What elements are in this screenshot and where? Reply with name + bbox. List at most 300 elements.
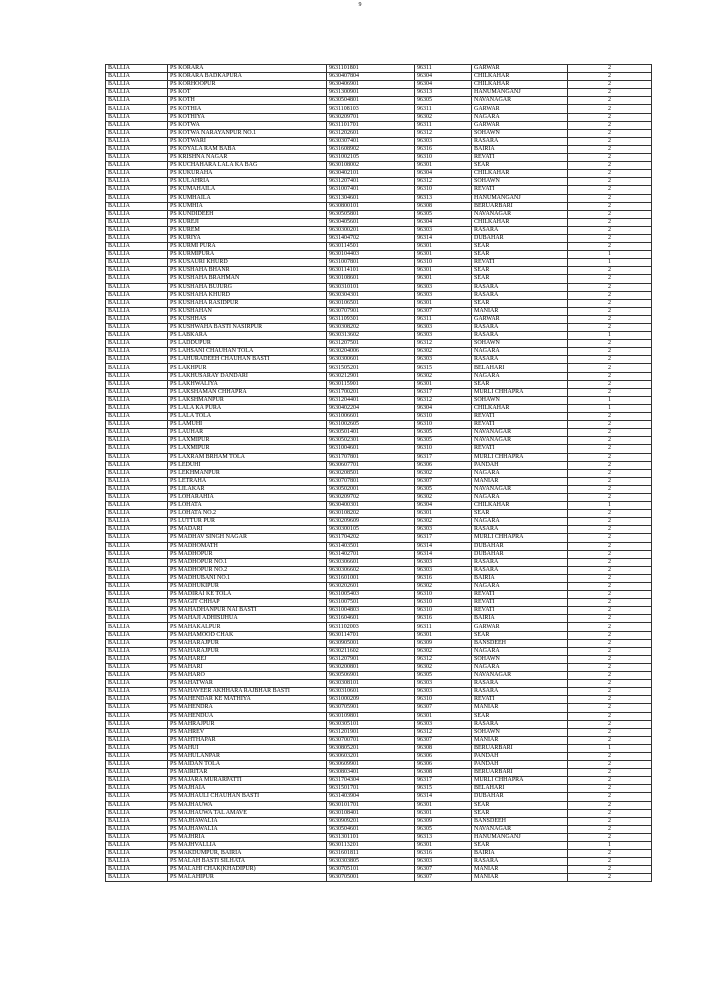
zone-code-cell: 96316 [415, 145, 472, 153]
station-name-cell: PS KOTWARI [168, 137, 327, 145]
station-name-cell: PS KOTHIYA [168, 113, 327, 121]
zone-name-cell: BELAHARI [472, 785, 568, 793]
district-cell: BALLIA [106, 833, 168, 841]
station-code-cell: 9630304301 [327, 291, 415, 299]
table-row [106, 267, 652, 275]
station-name-cell: PS MADHOPUR NO.2 [168, 566, 327, 574]
district-cell: BALLIA [106, 655, 168, 663]
station-code-cell: 9631304601 [327, 194, 415, 202]
table-row [106, 404, 652, 412]
zone-name-cell: NAVANAGAR [472, 672, 568, 680]
station-name-cell: PS KORARA BADKAPURA [168, 73, 327, 81]
count-cell: 2 [568, 113, 652, 121]
count-cell: 2 [568, 421, 652, 429]
station-name-cell: PS MADHOPUR [168, 550, 327, 558]
district-cell: BALLIA [106, 477, 168, 485]
count-cell: 2 [568, 599, 652, 607]
count-cell: 2 [568, 801, 652, 809]
zone-code-cell: 96303 [415, 858, 472, 866]
table-row [106, 639, 652, 647]
station-code-cell: 9630300105 [327, 526, 415, 534]
station-name-cell: PS KOT [168, 89, 327, 97]
count-cell: 2 [568, 364, 652, 372]
zone-code-cell: 96303 [415, 226, 472, 234]
zone-name-cell: RASARA [472, 858, 568, 866]
count-cell: 2 [568, 704, 652, 712]
station-name-cell: PS MALAH BASTI SILHATA [168, 858, 327, 866]
table-row [106, 234, 652, 242]
zone-name-cell: BAIRIA [472, 574, 568, 582]
station-code-cell: 9630113201 [327, 842, 415, 850]
station-name-cell: PS MAHENDUA [168, 712, 327, 720]
station-code-cell: 9630209702 [327, 493, 415, 501]
district-cell: BALLIA [106, 307, 168, 315]
zone-name-cell: NAVANAGAR [472, 825, 568, 833]
zone-code-cell: 96301 [415, 267, 472, 275]
district-cell: BALLIA [106, 639, 168, 647]
zone-code-cell: 96303 [415, 680, 472, 688]
zone-code-cell: 96302 [415, 469, 472, 477]
station-name-cell: PS LUTTUR PUR [168, 518, 327, 526]
station-name-cell: PS KUSAURI KHURD [168, 259, 327, 267]
station-code-cell: 9630114701 [327, 631, 415, 639]
zone-code-cell: 96302 [415, 493, 472, 501]
station-code-cell: 9630905001 [327, 639, 415, 647]
table-row [106, 574, 652, 582]
station-code-cell: 9631004803 [327, 607, 415, 615]
station-name-cell: PS MAHENDRA [168, 704, 327, 712]
zone-name-cell: GARWAR [472, 315, 568, 323]
zone-code-cell: 96317 [415, 777, 472, 785]
zone-code-cell: 96305 [415, 97, 472, 105]
zone-name-cell: BERUARBARI [472, 769, 568, 777]
district-cell: BALLIA [106, 429, 168, 437]
district-cell: BALLIA [106, 453, 168, 461]
station-name-cell: PS LAKHPUR [168, 364, 327, 372]
zone-name-cell: MURLI CHHAPRA [472, 388, 568, 396]
zone-code-cell: 96304 [415, 502, 472, 510]
count-cell: 2 [568, 388, 652, 396]
station-name-cell: PS KULAHRIA [168, 178, 327, 186]
zone-code-cell: 96312 [415, 129, 472, 137]
district-cell: BALLIA [106, 267, 168, 275]
table-row [106, 372, 652, 380]
zone-code-cell: 96312 [415, 655, 472, 663]
station-code-cell: 9630109801 [327, 712, 415, 720]
zone-name-cell: NAGARA [472, 663, 568, 671]
count-cell: 2 [568, 752, 652, 760]
station-code-cell: 9630204006 [327, 348, 415, 356]
table-row [106, 413, 652, 421]
station-name-cell: PS MADHAV SINGH NAGAR [168, 534, 327, 542]
table-row [106, 421, 652, 429]
count-cell: 2 [568, 623, 652, 631]
district-cell: BALLIA [106, 510, 168, 518]
count-cell: 2 [568, 162, 652, 170]
zone-name-cell: SEAR [472, 162, 568, 170]
station-code-cell: 9630909201 [327, 817, 415, 825]
table-row [106, 534, 652, 542]
count-cell: 2 [568, 526, 652, 534]
district-cell: BALLIA [106, 356, 168, 364]
count-cell: 1 [568, 251, 652, 259]
zone-name-cell: MURLI CHHAPRA [472, 453, 568, 461]
station-name-cell: PS MAHAMOOD CHAK [168, 631, 327, 639]
zone-code-cell: 96301 [415, 631, 472, 639]
table-row [106, 396, 652, 404]
table-row [106, 866, 652, 874]
zone-code-cell: 96304 [415, 73, 472, 81]
zone-name-cell: CHILKAHAR [472, 404, 568, 412]
district-cell: BALLIA [106, 259, 168, 267]
zone-name-cell: DUBAHAR [472, 550, 568, 558]
station-name-cell: PS MALAHI CHAK(KHADIPUR) [168, 866, 327, 874]
station-name-cell: PS KOTHIA [168, 105, 327, 113]
count-cell: 2 [568, 186, 652, 194]
count-cell: 2 [568, 97, 652, 105]
station-name-cell: PS LAMUHI [168, 421, 327, 429]
zone-name-cell: SEAR [472, 510, 568, 518]
table-row [106, 356, 652, 364]
station-code-cell: 9630502301 [327, 437, 415, 445]
table-row [106, 299, 652, 307]
zone-name-cell: DUBAHAR [472, 793, 568, 801]
zone-name-cell: MANIAR [472, 736, 568, 744]
count-cell: 2 [568, 615, 652, 623]
zone-name-cell: SEAR [472, 631, 568, 639]
station-name-cell: PS LOHATA [168, 502, 327, 510]
station-code-cell: 9630405601 [327, 218, 415, 226]
zone-code-cell: 96301 [415, 809, 472, 817]
zone-name-cell: REVATI [472, 186, 568, 194]
count-cell: 2 [568, 461, 652, 469]
table-row [106, 493, 652, 501]
station-code-cell: 9631002605 [327, 421, 415, 429]
district-cell: BALLIA [106, 591, 168, 599]
count-cell: 2 [568, 680, 652, 688]
zone-code-cell: 96313 [415, 89, 472, 97]
count-cell: 2 [568, 65, 652, 73]
table-row [106, 283, 652, 291]
table-row [106, 777, 652, 785]
zone-code-cell: 96304 [415, 218, 472, 226]
count-cell: 2 [568, 210, 652, 218]
station-code-cell: 9631108103 [327, 105, 415, 113]
zone-name-cell: RASARA [472, 137, 568, 145]
zone-code-cell: 96310 [415, 186, 472, 194]
zone-code-cell: 96317 [415, 388, 472, 396]
station-code-cell: 9630707801 [327, 477, 415, 485]
zone-name-cell: PANDAH [472, 461, 568, 469]
zone-name-cell: RASARA [472, 324, 568, 332]
station-name-cell: PS KUMHAILA [168, 194, 327, 202]
count-cell: 2 [568, 607, 652, 615]
table-row [106, 81, 652, 89]
zone-name-cell: SEAR [472, 801, 568, 809]
zone-name-cell: DUBAHAR [472, 542, 568, 550]
count-cell: 2 [568, 777, 652, 785]
station-code-cell: 9630305101 [327, 720, 415, 728]
count-cell: 2 [568, 809, 652, 817]
district-cell: BALLIA [106, 485, 168, 493]
zone-name-cell: RASARA [472, 283, 568, 291]
table-row [106, 437, 652, 445]
count-cell: 2 [568, 194, 652, 202]
station-code-cell: 9630211602 [327, 647, 415, 655]
zone-code-cell: 96303 [415, 283, 472, 291]
zone-code-cell: 96310 [415, 445, 472, 453]
district-cell: BALLIA [106, 550, 168, 558]
station-code-cell: 9630406901 [327, 81, 415, 89]
zone-code-cell: 96310 [415, 421, 472, 429]
district-cell: BALLIA [106, 73, 168, 81]
count-cell: 2 [568, 413, 652, 421]
zone-code-cell: 96314 [415, 793, 472, 801]
zone-code-cell: 96301 [415, 712, 472, 720]
count-cell: 2 [568, 558, 652, 566]
station-code-cell: 9631007801 [327, 259, 415, 267]
district-cell: BALLIA [106, 380, 168, 388]
count-cell: 2 [568, 218, 652, 226]
station-code-cell: 9630607701 [327, 461, 415, 469]
table-row [106, 769, 652, 777]
district-cell: BALLIA [106, 315, 168, 323]
station-code-cell: 9630108601 [327, 275, 415, 283]
zone-name-cell: SOHAWN [472, 655, 568, 663]
station-name-cell: PS KUSHAHA BRAHMAN [168, 275, 327, 283]
district-cell: BALLIA [106, 752, 168, 760]
zone-code-cell: 96309 [415, 639, 472, 647]
table-row [106, 388, 652, 396]
station-code-cell: 9631204401 [327, 396, 415, 404]
district-cell: BALLIA [106, 817, 168, 825]
station-code-cell: 9631704202 [327, 534, 415, 542]
station-name-cell: PS MAHULANPAR [168, 752, 327, 760]
table-row [106, 599, 652, 607]
count-cell: 2 [568, 817, 652, 825]
district-cell: BALLIA [106, 65, 168, 73]
table-row [106, 380, 652, 388]
district-cell: BALLIA [106, 129, 168, 137]
station-name-cell: PS LAUHAR [168, 429, 327, 437]
count-cell: 2 [568, 445, 652, 453]
district-cell: BALLIA [106, 785, 168, 793]
station-code-cell: 9630208501 [327, 469, 415, 477]
station-code-cell: 9631608902 [327, 145, 415, 153]
table-row [106, 825, 652, 833]
count-cell: 2 [568, 275, 652, 283]
station-code-cell: 9630800101 [327, 202, 415, 210]
zone-name-cell: GARWAR [472, 121, 568, 129]
station-code-cell: 9630504601 [327, 825, 415, 833]
page-number: 9 [358, 2, 362, 8]
zone-code-cell: 96310 [415, 696, 472, 704]
district-cell: BALLIA [106, 243, 168, 251]
district-cell: BALLIA [106, 154, 168, 162]
zone-name-cell: SEAR [472, 299, 568, 307]
station-code-cell: 9630108002 [327, 162, 415, 170]
station-code-cell: 9630407804 [327, 73, 415, 81]
count-cell: 2 [568, 267, 652, 275]
table-row [106, 801, 652, 809]
zone-code-cell: 96308 [415, 744, 472, 752]
station-code-cell: 9630108401 [327, 809, 415, 817]
table-row [106, 631, 652, 639]
zone-code-cell: 96312 [415, 340, 472, 348]
district-cell: BALLIA [106, 421, 168, 429]
count-cell: 2 [568, 154, 652, 162]
district-cell: BALLIA [106, 388, 168, 396]
zone-code-cell: 96303 [415, 688, 472, 696]
zone-code-cell: 96307 [415, 874, 472, 882]
station-name-cell: PS MADHUBANI NO.1 [168, 574, 327, 582]
station-name-cell: PS LALA KA PURA [168, 404, 327, 412]
zone-name-cell: BAIRIA [472, 615, 568, 623]
count-cell: 2 [568, 105, 652, 113]
station-name-cell: PS MAHARAJPUR [168, 647, 327, 655]
station-name-cell: PS KUKURAHA [168, 170, 327, 178]
table-row [106, 259, 652, 267]
district-cell: BALLIA [106, 283, 168, 291]
zone-name-cell: SOHAWN [472, 728, 568, 736]
count-cell: 2 [568, 825, 652, 833]
station-name-cell: PS LAXMIPUR [168, 445, 327, 453]
district-cell: BALLIA [106, 720, 168, 728]
district-cell: BALLIA [106, 744, 168, 752]
zone-code-cell: 96303 [415, 324, 472, 332]
table-row [106, 607, 652, 615]
table-row [106, 186, 652, 194]
district-cell: BALLIA [106, 251, 168, 259]
station-name-cell: PS MAIDAN TOLA [168, 761, 327, 769]
table-row [106, 785, 652, 793]
table-row [106, 874, 652, 882]
district-cell: BALLIA [106, 202, 168, 210]
count-cell: 2 [568, 429, 652, 437]
count-cell: 2 [568, 453, 652, 461]
count-cell: 2 [568, 493, 652, 501]
zone-code-cell: 96301 [415, 801, 472, 809]
district-cell: BALLIA [106, 607, 168, 615]
district-cell: BALLIA [106, 558, 168, 566]
count-cell: 2 [568, 137, 652, 145]
table-row [106, 615, 652, 623]
zone-name-cell: REVATI [472, 696, 568, 704]
table-row [106, 817, 652, 825]
district-cell: BALLIA [106, 680, 168, 688]
district-cell: BALLIA [106, 850, 168, 858]
count-cell: 1 [568, 396, 652, 404]
zone-name-cell: PANDAH [472, 752, 568, 760]
station-code-cell: 9630209609 [327, 518, 415, 526]
count-cell: 2 [568, 356, 652, 364]
station-name-cell: PS KOTH [168, 97, 327, 105]
district-cell: BALLIA [106, 97, 168, 105]
count-cell: 2 [568, 518, 652, 526]
count-cell: 2 [568, 566, 652, 574]
station-name-cell: PS MADHOPUR NO.1 [168, 558, 327, 566]
zone-code-cell: 96312 [415, 728, 472, 736]
district-cell: BALLIA [106, 493, 168, 501]
zone-name-cell: NAGARA [472, 113, 568, 121]
district-cell: BALLIA [106, 842, 168, 850]
count-cell: 2 [568, 510, 652, 518]
table-row [106, 453, 652, 461]
station-name-cell: PS LALA TOLA [168, 413, 327, 421]
zone-name-cell: MANIAR [472, 477, 568, 485]
count-cell: 2 [568, 785, 652, 793]
count-cell: 2 [568, 591, 652, 599]
table-row [106, 720, 652, 728]
count-cell: 2 [568, 761, 652, 769]
district-cell: BALLIA [106, 761, 168, 769]
station-name-cell: PS LABKARA [168, 332, 327, 340]
count-cell: 2 [568, 574, 652, 582]
station-code-cell: 9630506901 [327, 672, 415, 680]
zone-name-cell: NAVANAGAR [472, 429, 568, 437]
count-cell: 2 [568, 291, 652, 299]
station-name-cell: PS LAXMIPUR [168, 437, 327, 445]
zone-code-cell: 96302 [415, 113, 472, 121]
table-row [106, 502, 652, 510]
station-name-cell: PS LADDUPUR [168, 340, 327, 348]
district-cell: BALLIA [106, 186, 168, 194]
station-code-cell: 9630603201 [327, 752, 415, 760]
zone-code-cell: 96305 [415, 485, 472, 493]
district-cell: BALLIA [106, 615, 168, 623]
station-code-cell: 9630313602 [327, 332, 415, 340]
district-cell: BALLIA [106, 728, 168, 736]
count-cell: 2 [568, 728, 652, 736]
district-cell: BALLIA [106, 194, 168, 202]
count-cell: 2 [568, 688, 652, 696]
zone-code-cell: 96307 [415, 307, 472, 315]
zone-code-cell: 96302 [415, 583, 472, 591]
count-cell: 2 [568, 550, 652, 558]
station-name-cell: PS LAHSANI CHAUHAN TOLA [168, 348, 327, 356]
district-cell: BALLIA [106, 178, 168, 186]
count-cell: 2 [568, 380, 652, 388]
zone-name-cell: RASARA [472, 526, 568, 534]
table-row [106, 736, 652, 744]
station-name-cell: PS KOYALA RAM BABA [168, 145, 327, 153]
zone-name-cell: RASARA [472, 680, 568, 688]
district-cell: BALLIA [106, 348, 168, 356]
count-cell: 2 [568, 647, 652, 655]
table-row [106, 137, 652, 145]
zone-code-cell: 96303 [415, 526, 472, 534]
station-code-cell: 9630803401 [327, 769, 415, 777]
station-code-cell: 9630400301 [327, 502, 415, 510]
polling-station-table [105, 64, 652, 882]
district-cell: BALLIA [106, 647, 168, 655]
table-row [106, 518, 652, 526]
zone-code-cell: 96306 [415, 761, 472, 769]
count-cell: 2 [568, 307, 652, 315]
district-cell: BALLIA [106, 502, 168, 510]
station-name-cell: PS MAHAKALPUR [168, 623, 327, 631]
station-code-cell: 9631109301 [327, 315, 415, 323]
station-name-cell: PS MAHATWAR [168, 680, 327, 688]
station-code-cell: 9631207401 [327, 178, 415, 186]
station-name-cell: PS MAIRITAR [168, 769, 327, 777]
station-name-cell: PS MAHADHANPUR NAI BASTI [168, 607, 327, 615]
district-cell: BALLIA [106, 324, 168, 332]
station-name-cell: PS MAHREV [168, 728, 327, 736]
zone-code-cell: 96316 [415, 850, 472, 858]
zone-name-cell: RASARA [472, 558, 568, 566]
table-row [106, 348, 652, 356]
